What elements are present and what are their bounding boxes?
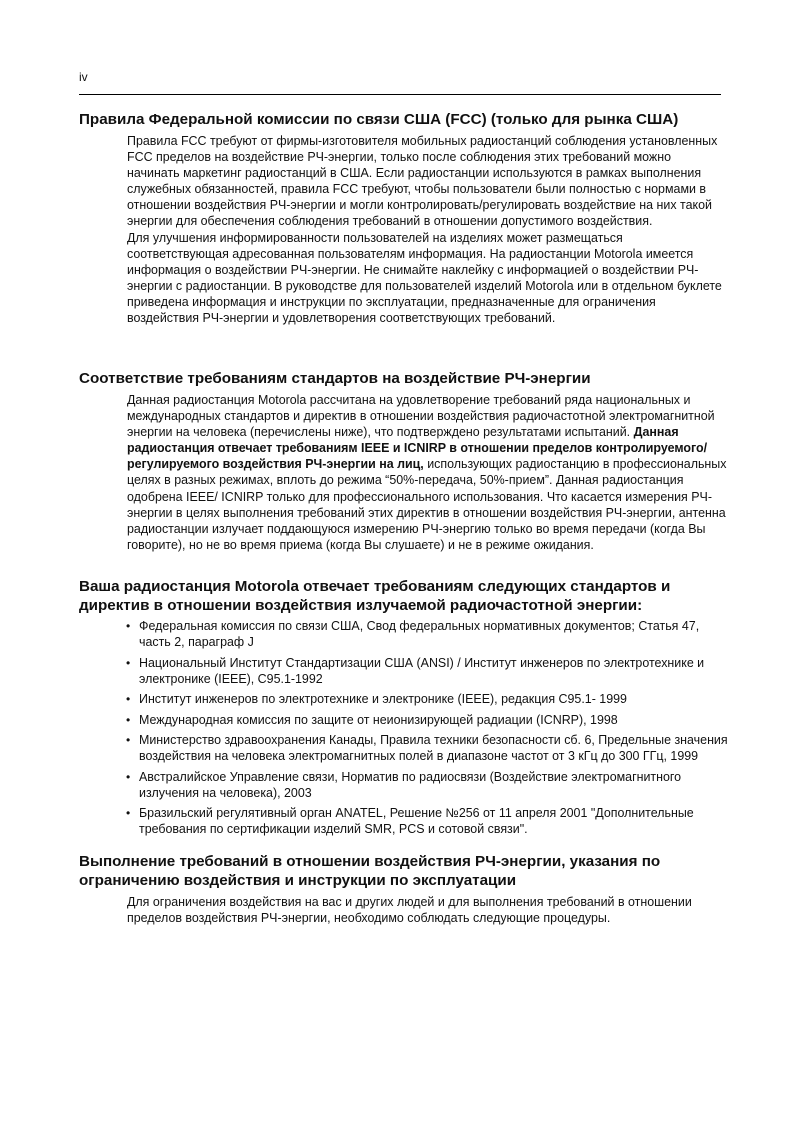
standards-list (126, 618, 730, 842)
page-number: iv (79, 70, 88, 84)
compliance-text-emphasis: Данная радиостанция отвечает требованиям IEEE и ICNIRP в отношении пределов контролируемого/регулируемого воздействия РЧ-энергии на лиц, (127, 425, 708, 472)
list-item (126, 732, 730, 764)
bullet-icon: • (126, 692, 131, 707)
compliance-section-heading: Соответствие требованиям стандартов на воздействие РЧ-энергии (79, 370, 591, 387)
compliance-text-intro: Данная радиостанция Motorola рассчитана на удовлетворение требований ряда национальных и международных стандартов и директив в отношении воздействия радиочастотной электромагнитной энергии на человека (перечислены ниже), что подтверждено результатами испытаний. (127, 393, 715, 440)
list-item-text: Международная комиссия по защите от неионизирующей радиации (ICNRP), 1998 (139, 712, 618, 727)
list-item (126, 805, 730, 837)
list-item (126, 655, 730, 687)
list-item (126, 769, 730, 801)
compliance-text-details: использующих радиостанцию в профессиональных целях в разных режимах, вплоть до режима “50%-передача, 50%-прием”. Данная радиостанция одобрена IEEE/ ICNIRP только для профессионального использования. Что касается измерения РЧ-энергии в целях выполнения требований этих директив в отношении воздействия РЧ-энергии, антенна радиостанции излучает поддающуюся измерению РЧ-энергию только во время передачи (когда Вы говорите), но не во время приема (когда Вы слушаете) и не в режиме ожидания. (127, 457, 727, 552)
bullet-icon: • (126, 655, 131, 670)
list-item (126, 691, 730, 707)
bullet-icon: • (126, 619, 131, 633)
bullet-icon: • (126, 733, 131, 748)
header-rule (79, 94, 721, 95)
list-item-text: Федеральная комиссия по связи США, Свод федеральных нормативных документов; Статья 47, часть 2, параграф J (139, 619, 700, 650)
list-item-text: Австралийское Управление связи, Норматив по радиосвязи (Воздействие электромагнитного излучения на человека), 2003 (139, 769, 682, 800)
fcc-paragraph-2: Для улучшения информированности пользователей на изделиях может размещаться соответствующая адресованная пользователям информация. На радиостанции Motorola имеется информация о воздействии РЧ-энергии. Не снимайте наклейку с информацией о воздействии РЧ-энергии с радиостанции. В руководстве для пользователей изделий Motorola или в отдельном буклете приведена информация и инструкции по эксплуатации, предназначенные для ограничения воздействия РЧ-энергии и удовлетворения соответствующих требований. (127, 230, 722, 326)
list-item (126, 712, 730, 728)
fcc-section-heading: Правила Федеральной комиссии по связи США (FCC) (только для рынка США) (79, 111, 679, 128)
exposure-limits-section-heading: Выполнение требований в отношении воздействия РЧ-энергии, указания по ограничению воздействия и инструкции по эксплуатации (79, 853, 661, 889)
fcc-section-body (127, 133, 727, 326)
bullet-icon: • (126, 806, 131, 821)
compliance-paragraph (127, 392, 727, 553)
list-item (126, 618, 730, 650)
bullet-icon: • (126, 769, 131, 784)
exposure-limits-section-body (127, 894, 727, 926)
list-item-text: Министерство здравоохранения Канады, Правила техники безопасности сб. 6, Предельные значения воздействия на человека электромагнитных полей в диапазоне частот от 3 кГц до 300 ГГц, 1999 (139, 733, 728, 764)
list-item-text: Национальный Институт Стандартизации США (ANSI) / Институт инженеров по электротехнике и электронике (IEEE), C95.1-1992 (139, 655, 705, 686)
list-item-text: Институт инженеров по электротехнике и электронике (IEEE), редакция C95.1- 1999 (139, 692, 627, 707)
bullet-icon: • (126, 712, 131, 727)
standards-section-heading: Ваша радиостанция Motorola отвечает требованиям следующих стандартов и директив в отношении воздействия излучаемой радиочастотной энергии: (79, 578, 671, 614)
compliance-section-body (127, 392, 727, 553)
list-item-text: Бразильский регулятивный орган ANATEL, Решение №256 от 11 апреля 2001 "Дополнительные требования по сертификации изделий SMR, PCS и сотовой связи". (139, 806, 694, 837)
exposure-limits-paragraph: Для ограничения воздействия на вас и других людей и для выполнения требований в отношении пределов воздействия РЧ-энергии, необходимо соблюдать следующие процедуры. (127, 895, 692, 926)
fcc-paragraph-1: Правила FCC требуют от фирмы-изготовителя мобильных радиостанций соблюдения установленных FCC пределов на воздействие РЧ-энергии, только после соблюдения этих требований можно начинать маркетинг радиостанций в США. Если радиостанции используются в рамках выполнения служебных обязанностей, правила FCC требуют, чтобы пользователи были полностью с нормами в отношении воздействия РЧ-энергии и могли контролировать/регулировать воздействие на них такой энергии для обеспечения соблюдения требований в отношении допустимого воздействия. (127, 134, 718, 229)
